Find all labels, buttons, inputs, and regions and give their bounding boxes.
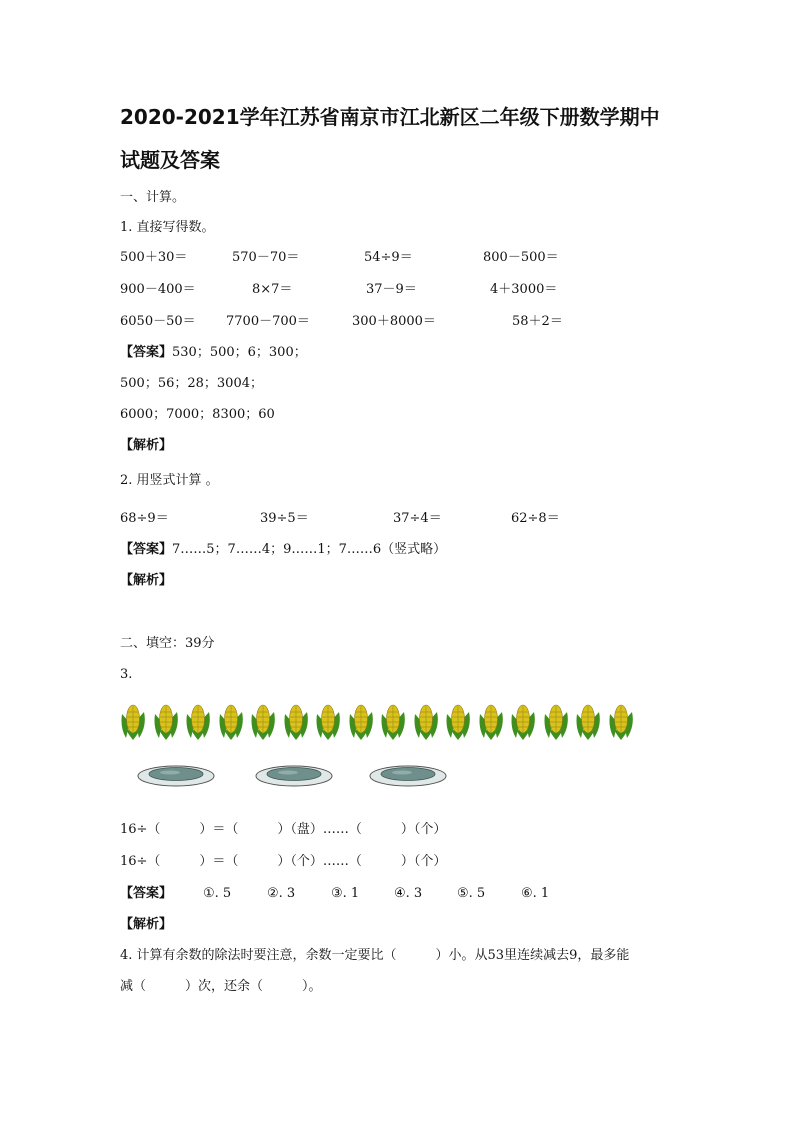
q1-analysis-tag: 【解析】 xyxy=(120,438,173,453)
q3-fill-line1: 16÷（ ）＝（ ）（盘）……（ ）（个） xyxy=(120,822,447,837)
answer-text: 7……5；7……4；9……1；7……6（竖式略） xyxy=(172,542,447,557)
q1-item: 54÷9＝ xyxy=(364,250,413,265)
q2-item: 62÷8＝ xyxy=(511,511,560,526)
q2-item: 37÷4＝ xyxy=(393,511,442,526)
q1-item: 7700－700＝ xyxy=(226,314,310,329)
q2-item: 68÷9＝ xyxy=(120,511,169,526)
answer-tag: 【答案】 xyxy=(120,542,173,557)
q3-answer-item: ⑤. 5 xyxy=(457,886,486,901)
corn-icon xyxy=(378,700,408,742)
plate-icon xyxy=(368,760,448,790)
q2-answer xyxy=(120,542,446,558)
answer-tag: 【答案】 xyxy=(120,345,173,360)
q2-analysis-tag: 【解析】 xyxy=(120,573,173,588)
q1-answer-line2: 500；56；28；3004； xyxy=(120,376,263,391)
q1-item: 6050－50＝ xyxy=(120,314,196,329)
question-4-line2: 减（ ）次，还余（ ）。 xyxy=(120,979,322,994)
q1-item: 300＋8000＝ xyxy=(352,314,436,329)
q1-answer-line3: 6000；7000；8300；60 xyxy=(120,407,275,422)
document-title-line2: 试题及答案 xyxy=(120,148,220,172)
corn-icon xyxy=(508,700,538,742)
q1-item: 37－9＝ xyxy=(366,282,417,297)
corn-icon xyxy=(443,700,473,742)
corn-icon xyxy=(216,700,246,742)
plate-icon xyxy=(254,760,334,790)
document-title-line1: 2020-2021学年江苏省南京市江北新区二年级下册数学期中 xyxy=(120,105,660,129)
q1-item: 8×7＝ xyxy=(252,282,293,297)
question-4-line1: 4. 计算有余数的除法时要注意，余数一定要比（ ）小。从53里连续减去9，最多能 xyxy=(120,948,630,963)
q1-item: 58＋2＝ xyxy=(512,314,563,329)
section-heading-calculation: 一、计算。 xyxy=(120,190,186,205)
q3-answer-item: ③. 1 xyxy=(331,886,360,901)
corn-icon xyxy=(346,700,376,742)
plate-icon xyxy=(136,760,216,790)
q1-item: 900－400＝ xyxy=(120,282,196,297)
q1-answer xyxy=(120,345,307,361)
q1-item: 800－500＝ xyxy=(483,250,559,265)
answer-text: 530；500；6；300； xyxy=(172,345,307,360)
corn-icon xyxy=(476,700,506,742)
q3-answer-item: ⑥. 1 xyxy=(521,886,550,901)
q1-item: 4＋3000＝ xyxy=(490,282,558,297)
corn-icon xyxy=(411,700,441,742)
q3-answer-item: ②. 3 xyxy=(267,886,296,901)
question-1-label: 1. 直接写得数。 xyxy=(120,220,215,235)
corn-icon xyxy=(118,700,148,742)
q1-item: 570－70＝ xyxy=(232,250,300,265)
q3-answer-item: ①. 5 xyxy=(203,886,232,901)
q3-answer-item: ④. 3 xyxy=(394,886,423,901)
corn-icon xyxy=(541,700,571,742)
corn-icon xyxy=(248,700,278,742)
corn-icon xyxy=(606,700,636,742)
section-heading-fill-in: 二、填空：39分 xyxy=(120,636,215,651)
q2-item: 39÷5＝ xyxy=(260,511,309,526)
question-2-label: 2. 用竖式计算 。 xyxy=(120,473,219,488)
corn-illustration-row xyxy=(118,700,648,744)
q3-answer xyxy=(120,886,172,902)
question-3-label: 3. xyxy=(120,667,133,682)
q3-fill-line2: 16÷（ ）＝（ ）（个）……（ ）（个） xyxy=(120,854,447,869)
answer-tag: 【答案】 xyxy=(120,886,173,901)
corn-icon xyxy=(573,700,603,742)
corn-icon xyxy=(281,700,311,742)
q1-item: 500＋30＝ xyxy=(120,250,188,265)
q3-analysis-tag: 【解析】 xyxy=(120,917,173,932)
corn-icon xyxy=(183,700,213,742)
corn-icon xyxy=(151,700,181,742)
corn-icon xyxy=(313,700,343,742)
